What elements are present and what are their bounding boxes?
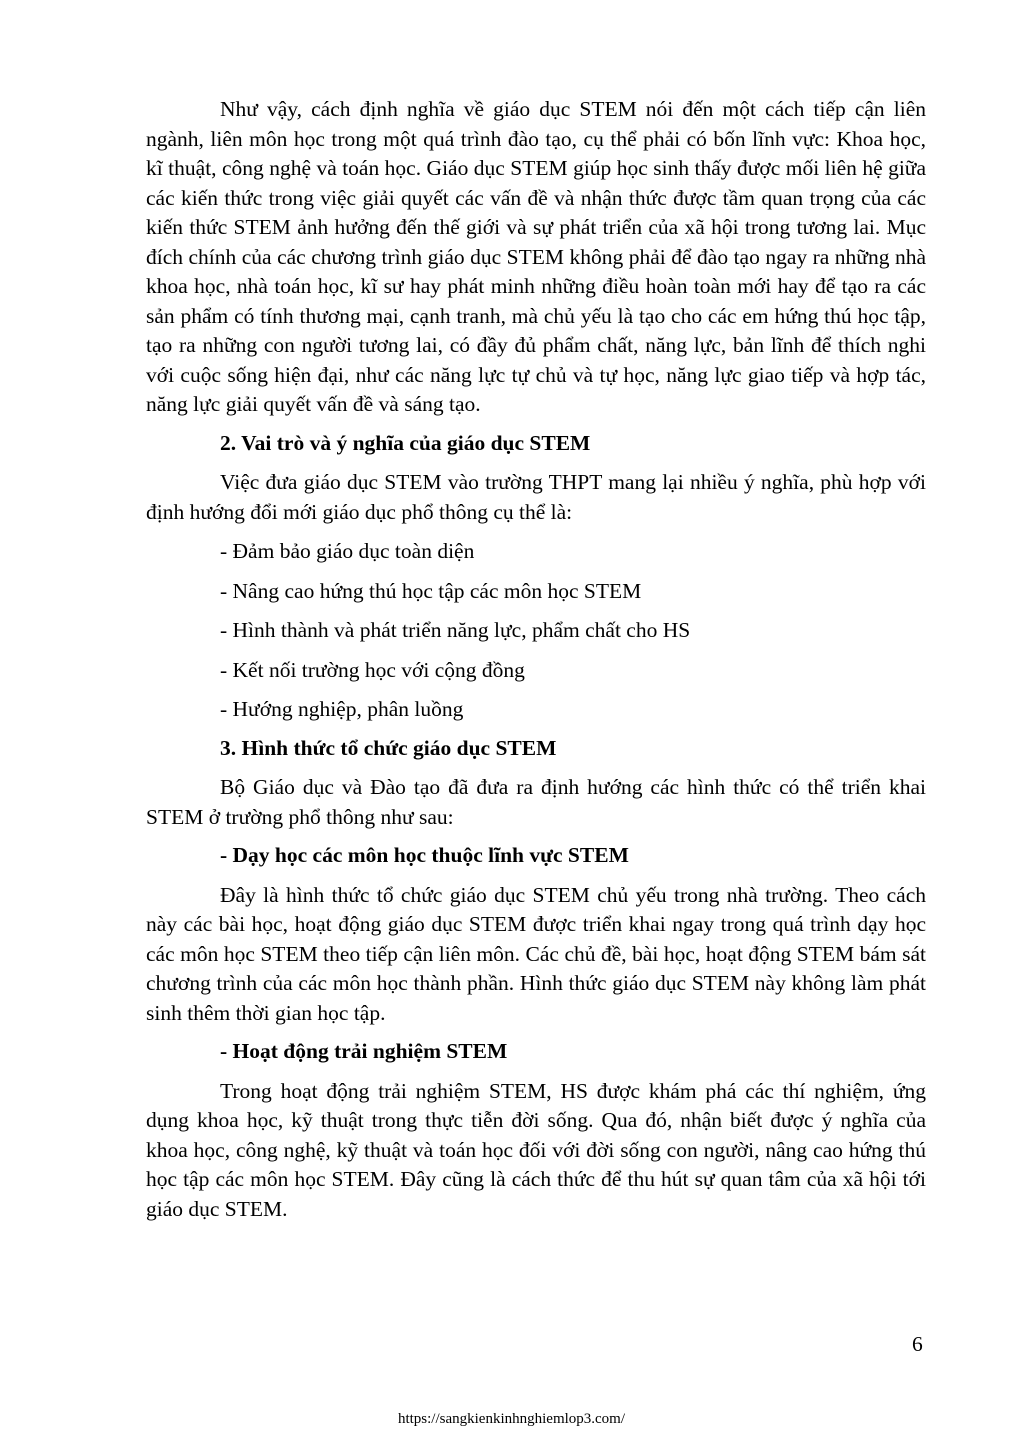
paragraph-teaching-stem: Đây là hình thức tổ chức giáo dục STEM chủ yếu trong nhà trường. Theo cách này các bài học, hoạt động giáo dục STEM được triển khai ngay trong quá trình dạy học các môn học STEM theo tiếp cận liên môn. Các chủ đề, bài học, hoạt động STEM bám sát chương trình của các môn học thành phần. Hình thức giáo dục STEM này không làm phát sinh thêm thời gian học tập.: [146, 882, 926, 1025]
paragraph-stem-experience: Trong hoạt động trải nghiệm STEM, HS được khám phá các thí nghiệm, ứng dụng khoa học, kỹ thuật trong thực tiễn đời sống. Qua đó, nhận biết được ý nghĩa của khoa học, công nghệ, kỹ thuật và toán học đối với đời sống con người, nâng cao hứng thú học tập các môn học STEM. Đây cũng là cách thức để thu hút sự quan tâm của xã hội tới giáo dục STEM.: [146, 1078, 926, 1221]
list-item: - Hướng nghiệp, phân luồng: [220, 697, 464, 721]
list-item: - Hình thành và phát triển năng lực, phẩm chất cho HS: [220, 618, 691, 642]
list-item: - Kết nối trường học với cộng đồng: [220, 657, 525, 682]
list-item: - Đảm bảo giáo dục toàn diện: [220, 539, 475, 563]
paragraph-stem-forms: Bộ Giáo dục và Đào tạo đã đưa ra định hướng các hình thức có thể triển khai STEM ở trường phổ thông như sau:: [146, 775, 926, 829]
list-item: - Nâng cao hứng thú học tập các môn học STEM: [220, 578, 642, 603]
subheading-stem-experience: - Hoạt động trải nghiệm STEM: [220, 1039, 508, 1063]
paragraph-stem-role: Việc đưa giáo dục STEM vào trường THPT mang lại nhiều ý nghĩa, phù hợp với định hướng đổi mới giáo dục phổ thông cụ thể là:: [146, 470, 926, 524]
page-content: [146, 95, 926, 1224]
section-heading-2: 2. Vai trò và ý nghĩa của giáo dục STEM: [220, 430, 591, 455]
page-number: 6: [912, 1332, 923, 1356]
paragraph-stem-definition: Như vậy, cách định nghĩa về giáo dục STEM nói đến một cách tiếp cận liên ngành, liên môn học trong một quá trình đào tạo, cụ thể phải có bốn lĩnh vực: Khoa học, kĩ thuật, công nghệ và toán học. Giáo dục STEM giúp học sinh thấy được mối liên hệ giữa các kiến thức trong việc giải quyết các vấn đề và nhận thức được tầm quan trọng của các kiến thức STEM ảnh hưởng đến thế giới và sự phát triển của xã hội trong tương lai. Mục đích chính của các chương trình giáo dục STEM không phải để đào tạo ngay ra những nhà khoa học, nhà toán học, kĩ sư hay phát minh những điều hoàn toàn mới hay để tạo ra các sản phẩm có tính thương mại, cạnh tranh, mà chủ yếu là tạo cho các em hứng thú học tập, tạo ra những con người tương lai, có đầy đủ phẩm chất, năng lực, bản lĩnh để thích nghi với cuộc sống hiện đại, như các năng lực tự chủ và tự học, năng lực giao tiếp và hợp tác, năng lực giải quyết vấn đề và sáng tạo.: [146, 97, 926, 416]
section-heading-3: 3. Hình thức tổ chức giáo dục STEM: [220, 735, 557, 760]
footer-url: https://sangkienkinhnghiemlop3.com/: [397, 1411, 626, 1427]
subheading-teaching-stem: - Dạy học các môn học thuộc lĩnh vực STEM: [220, 843, 629, 867]
